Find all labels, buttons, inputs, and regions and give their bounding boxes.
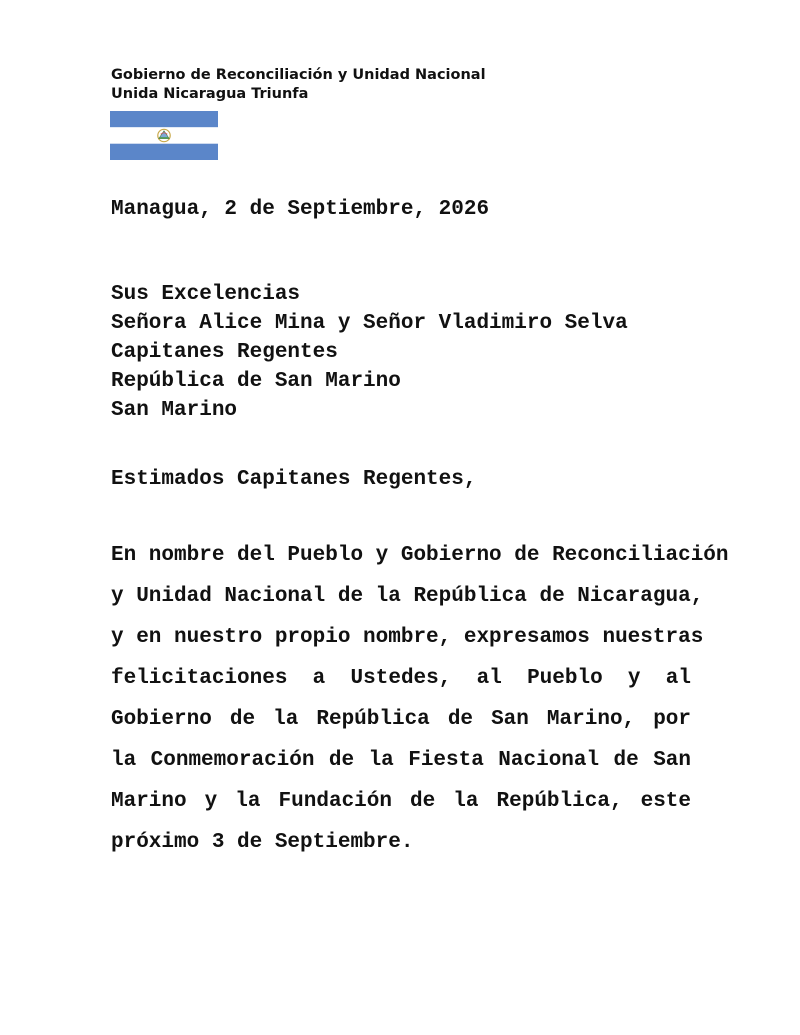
salutation: Estimados Capitanes Regentes, (111, 468, 477, 491)
letterhead-slogan: Unida Nicaragua Triunfa (111, 86, 309, 102)
body-line: felicitaciones a Ustedes, al Pueblo y al (111, 667, 691, 690)
body-line: y Unidad Nacional de la República de Nicaragua, (111, 585, 704, 608)
address-line: Capitanes Regentes (111, 341, 338, 364)
letter-date: Managua, 2 de Septiembre, 2026 (111, 198, 490, 221)
letterhead (111, 66, 486, 104)
body-line: próximo 3 de Septiembre. (111, 831, 414, 854)
body-line: Gobierno de la República de San Marino, por (111, 708, 691, 731)
address-line: Sus Excelencias (111, 283, 301, 306)
letter-body (111, 535, 729, 863)
address-line: República de San Marino (111, 370, 401, 393)
address-line: San Marino (111, 399, 238, 422)
body-line: la Conmemoración de la Fiesta Nacional de San (111, 749, 691, 772)
recipient-address (111, 280, 628, 425)
nicaragua-flag-icon (110, 111, 218, 160)
body-line: En nombre del Pueblo y Gobierno de Reconciliación (111, 544, 729, 567)
body-line: y en nuestro propio nombre, expresamos nuestras (111, 626, 704, 649)
letterhead-government-name: Gobierno de Reconciliación y Unidad Nacional (111, 67, 486, 83)
address-line: Señora Alice Mina y Señor Vladimiro Selva (111, 312, 628, 335)
body-line: Marino y la Fundación de la República, este (111, 790, 691, 813)
